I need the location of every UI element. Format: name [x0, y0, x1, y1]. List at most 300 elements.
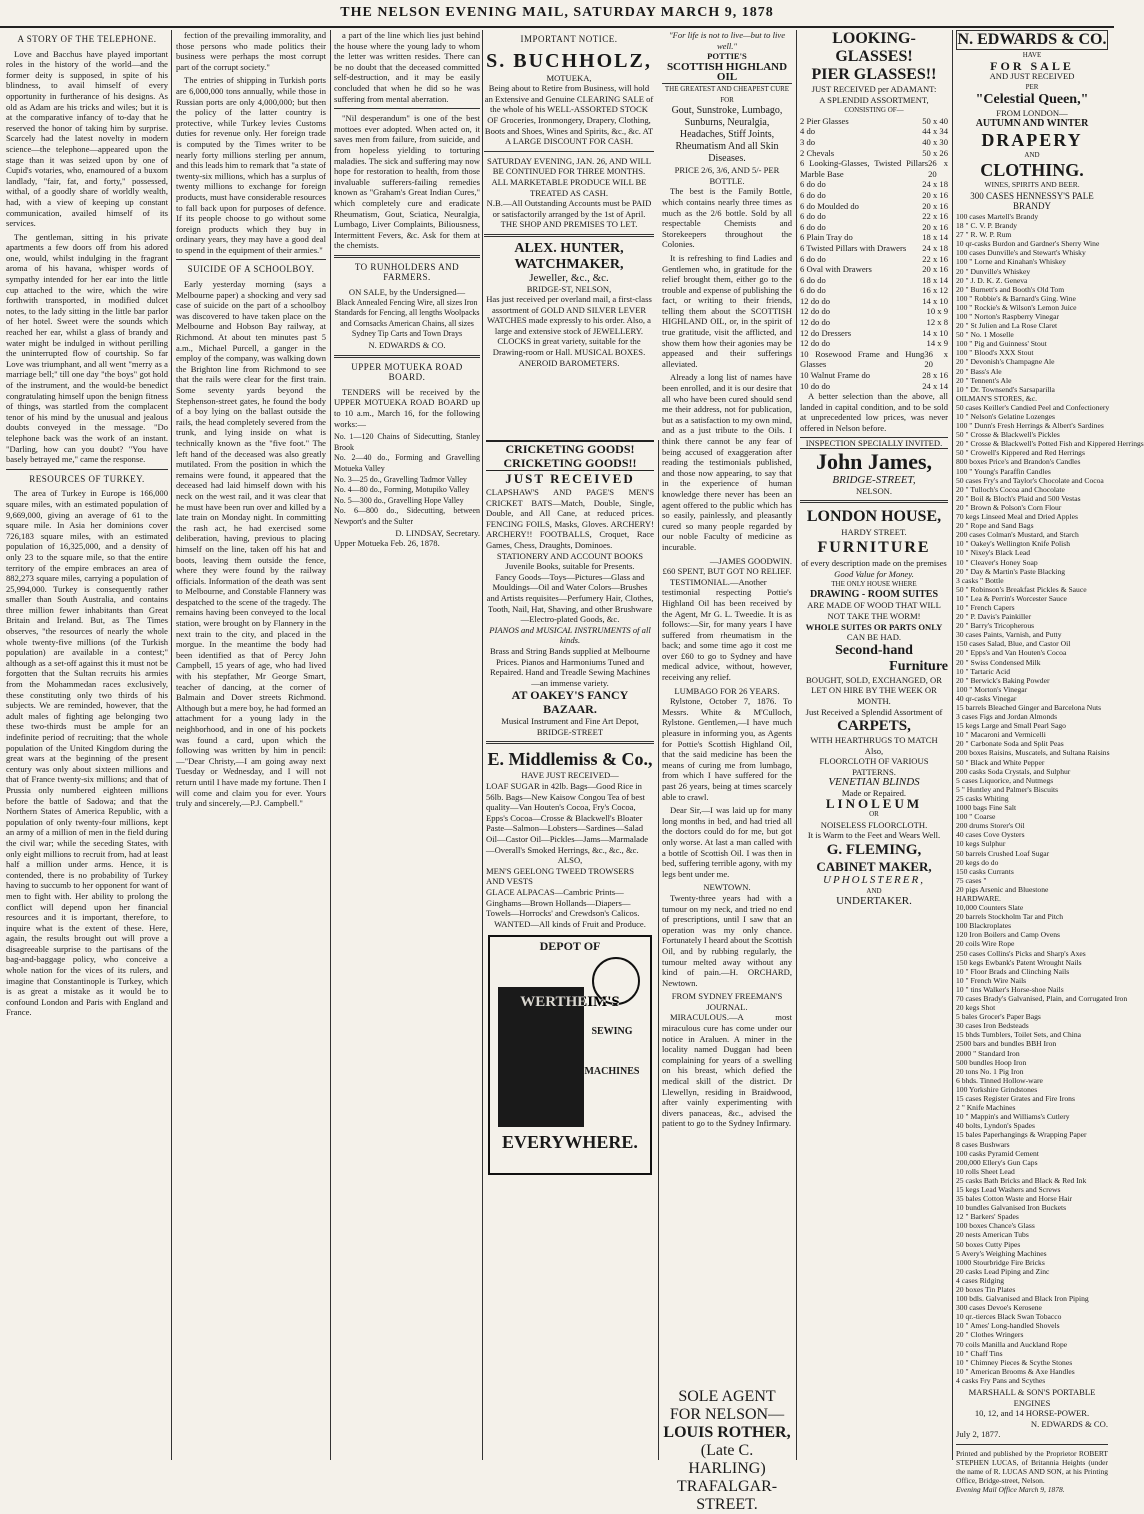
ad-note: INSPECTION SPECIALLY INVITED. [800, 437, 948, 450]
glass-row [800, 381, 948, 392]
ad-signature: D. LINDSAY, Secretary. [395, 527, 480, 538]
ad-title: CARPETS, [837, 718, 911, 735]
stock-item: 100 cases Martell's Brandy [956, 211, 1039, 221]
stock-item: 100 cases Dunville's and Stewart's Whisky [956, 248, 1086, 258]
stock-item: 20 " Berwick's Baking Powder [956, 675, 1050, 685]
ad-signature: N. EDWARDS & CO. [1030, 1418, 1108, 1429]
column-rule [952, 30, 953, 1460]
stock-item: 200 drums Storer's Oil [956, 821, 1025, 831]
ad-body: The best is the Family Bottle, which contains nearly three times as much as the 2/6 bottle. Sold by all respectable Chemists and Storekeepers throughout the Colonies. [662, 186, 792, 250]
divider [6, 469, 168, 470]
ad-subhead: LUMBAGO FOR 26 YEARS. [674, 685, 780, 696]
glass-row [800, 126, 948, 137]
stock-item: 10 kegs Sulphur [956, 839, 1006, 849]
stock-item: 20 " Crosse & Blackwell's Potted Fish and Kippered Herrings [956, 439, 1144, 449]
advertiser-name: John James, [815, 449, 933, 475]
glass-size: 18 x 14 [922, 232, 948, 243]
ad-body: Black Annealed Fencing Wire, all sizes Iron Standards for Fencing, all lengths Woolpacks and Cornsacks American Chains, all sizes Sydney Tip Carts and Town Drays [334, 297, 480, 339]
ad-body: GLACE ALPACAS—Cambric Prints—Ginghams—Brown Hollands—Diapers—Towels—Horrocks' and Crewdson's Calicos. [486, 887, 640, 919]
ad-location: BRIDGE-STREET, [832, 474, 916, 487]
ad-subhead: SEWING [591, 1026, 633, 1038]
stock-item: 200 cases Colman's Mustard, and Starch [956, 530, 1079, 540]
ad-subhead: Juvenile Books, suitable for Presents. [505, 561, 635, 572]
ad-subhead: NOISELESS FLOORCLOTH. [820, 819, 928, 830]
ad-body: CLAPSHAW'S AND PAGE'S MEN'S CRICKET BATS—Match, Double, Single, Double, and All Cane, at reduced prices. FENCING FOILS, Masks, Gloves. ARCHERY! ARCHERY!! FOOTBALLS, Croquet, Race Games, Chess, Draughts, Dominoes. [486, 487, 654, 550]
ad-note: Also, [864, 745, 884, 756]
ad-title: UPPER MOTUEKA ROAD BOARD. [351, 361, 463, 383]
glass-row [800, 296, 948, 307]
glass-row [800, 137, 948, 148]
stock-item: 20 " Day & Martin's Paste Blacking [956, 566, 1066, 576]
stock-item: 10 " Oakey's Wellington Knife Polish [956, 539, 1071, 549]
stock-item: 20 " Boil & Bloch's Plaid and 500 Vestas [956, 493, 1081, 503]
ad-note: AND [1024, 150, 1040, 159]
glass-size: 40 x 30 [922, 136, 948, 147]
glass-item: 6 do do [800, 253, 826, 264]
glass-size: 22 x 16 [922, 211, 948, 222]
ad-subhead: MARSHALL & SON'S PORTABLE ENGINES [968, 1387, 1096, 1408]
glass-row [800, 148, 948, 159]
glass-list [800, 116, 948, 391]
stock-item: 500 bundles Hoop Iron [956, 1057, 1027, 1067]
stock-item: 6 bhds. Tinned Hollow-ware [956, 1075, 1043, 1085]
stock-item: 50 " Crowell's Kippered and Red Herrings [956, 448, 1085, 458]
article-title: A STORY OF THE TELEPHONE. [17, 34, 157, 44]
glass-item: 6 do do [800, 274, 826, 285]
ad-title: CLOTHING. [980, 160, 1084, 181]
glass-row [800, 232, 948, 243]
ad-note: WANTED—All kinds of Fruit and Produce. [494, 918, 646, 929]
stock-item: 20 " Dunville's Whiskey [956, 266, 1031, 276]
glass-item: 3 do [800, 136, 816, 147]
ad-note: (Late C. HARLING) [688, 1442, 766, 1477]
ad-subhead: WITH HEARTHRUGS TO MATCH [810, 735, 938, 746]
stock-item: 100 " Lorne and Kinahan's Whiskey [956, 257, 1066, 267]
ad-subhead: Musical Instrument and Fine Art Depot, [501, 716, 639, 727]
stock-item: 20 nests American Tubs [956, 1230, 1029, 1240]
glass-item: 2 Chevals [800, 147, 835, 158]
stock-item: 15 cases Register Grates and Fire Irons [956, 1094, 1075, 1104]
glass-size: 12 x 8 [926, 317, 948, 328]
ad-body: Twenty-three years had with a tumour on my neck, and tried no end of prescriptions, until I saw that an operation was my only chance. Fortunately I heard about the Scottish Oil, and by rubbing regularly, the tumour melted away without any kind of pain.—H. ORCHARD, Newtown. [662, 892, 792, 988]
stock-item: 5 bales Grocer's Paper Bags [956, 1012, 1041, 1022]
glass-row [800, 211, 948, 222]
glass-row [800, 338, 948, 349]
ad-subhead: 10, 12, and 14 HORSE-POWER. [974, 1408, 1090, 1419]
ad-ailments: Gout, Sunstroke, Lumbago, Sunburns, Neuralgia, Headaches, Stiff Joints, Rheumatism And all Skin Diseases. [671, 105, 783, 165]
stock-item: 10 " American Brooms & Axe Handles [956, 1366, 1075, 1376]
divider [484, 151, 654, 152]
stock-item: 100 " Dunn's Fresh Herrings & Albert's Sardines [956, 421, 1104, 431]
article-paragraph: Early yesterday morning (says a Melbourne paper) a shocking and very sad case of suicide on the part of a schoolboy was discovered to have taken place on the Melbourne and Hobson Bay railway, at Richmond. At about ten minutes past 5 a.m., Michael Purcell, a ganger in the employ of the company, was walking down the Brighton line from Richmond to see that the rails were clear for the first train. Some seventy yards beyond the Stephenson-street gates, he found the body of a boy lying on the ballast outside the rails, the head completely severed from the trunk, and lying inside on what is technically known as the "five foot." The left hand of the deceased was also greatly mutilated. From the position in which the remains were found, it appeared that the deceased had laid himself down with his neck on the west rail, and it was clear that he must have been run over and killed by a late train on Monday night. In committing the rash act, he had exercised some deliberation, having, previous to placing himself on the line, taken off his hat and boots, leaving them outside the fence, where they were found by the railway officials. Information of the death was sent to Melbourne, and Constable Flannery was despatched to the scene of the tragedy. The remains having been conveyed to the local station, were brought on by Flannery in the next train to the city, and placed in the morgue. In the meantime the body had been identified as that of Percy John Campbell, 15 years of age, who had lived with his stepfather, Mr George Smart, teacher of dancing, at the corner of Balmain and Dover streets Richmond. Although but a mere boy, he had formed an attachment for a young lady in the neighborhood, and in one of his pockets was found a card, upon which the following was written by him in pencil:—"Dear Christy,—I am going away next Tuesday or Wednesday, and I will not return until I have made my fortune. Then I will come and claim you for ever. Yours truly and sincerely,—P.J. Campbell." [176, 279, 326, 809]
stock-item: 800 boxes Price's and Brandon's Candles [956, 457, 1081, 467]
stock-item: 50 " Crosse & Blackwell's Pickles [956, 430, 1060, 440]
glass-size: 10 x 9 [926, 306, 948, 317]
stock-item: 120 Iron Boilers and Camp Ovens [956, 930, 1060, 940]
agent-name: LOUIS ROTHER, [663, 1424, 791, 1441]
ad-location: BRIDGE-ST, NELSON, [526, 283, 612, 294]
glass-item: 6 do do [800, 285, 826, 296]
stock-item: 10 " tins Walker's Horse-shoe Nails [956, 984, 1064, 994]
advertiser-name: AT OAKEY'S FANCY BAZAAR. [511, 688, 629, 717]
glass-size: 50 x 26 [922, 147, 948, 158]
glass-item: 6 do do [800, 211, 826, 222]
stock-item: 5 " Huntley and Palmer's Biscuits [956, 784, 1059, 794]
ad-date: July 2, 1877. [956, 1429, 1001, 1440]
stock-item: 2500 bars and bundles BBH Iron [956, 1039, 1057, 1049]
glass-row [800, 222, 948, 233]
column-6 [800, 30, 948, 1460]
ad-title: VENETIAN BLINDS [828, 776, 920, 789]
glass-row [800, 317, 948, 328]
ad-note: HAVE [1022, 51, 1042, 59]
stock-item: 20 " Barry's Tricopherous [956, 621, 1035, 631]
stock-item: 10 " Ames' Long-handled Shovels [956, 1321, 1060, 1331]
glass-row [800, 116, 948, 127]
stock-item: 100 Blackroplates [956, 921, 1012, 931]
ad-title: Second-hand [835, 642, 913, 658]
ad-subhead: NEWTOWN. [703, 882, 751, 893]
ad-body: Brass and String Bands supplied at Melbourne Prices. Pianos and Harmoniums Tuned and Repaired. Hand and Treadle Sewing Machines—an immense variety. [490, 645, 650, 688]
stock-item: 200 casks Soda Crystals, and Sulphur [956, 766, 1071, 776]
glass-size: 26 x 20 [928, 158, 948, 179]
stock-item: 30 cases Iron Bedsteads [956, 1021, 1029, 1031]
ad-subhead: STATIONERY AND ACCOUNT BOOKS [496, 550, 644, 561]
stock-item: 100 " Rockie's & Wilson's Lemon Juice [956, 302, 1077, 312]
ad-title: Furniture [889, 658, 948, 674]
glass-size: 24 x 18 [922, 242, 948, 253]
stock-item: 25 casks Bath Bricks and Black & Red Ink [956, 1175, 1087, 1185]
stock-item: 50 " Robinson's Breakfast Pickles & Sauce [956, 584, 1087, 594]
glass-size: 50 x 40 [922, 115, 948, 126]
agent-block [662, 1388, 792, 1514]
ad-subhead: MACHINES [584, 1066, 640, 1078]
glass-size: 20 x 16 [922, 264, 948, 275]
glass-row [800, 158, 948, 179]
stock-item: 10 " Macaroni and Vermicelli [956, 730, 1046, 740]
stock-item: 2 " Knife Machines [956, 1103, 1016, 1113]
glass-row [800, 254, 948, 265]
stock-item: 10 " Nixey's Black Lead [956, 548, 1031, 558]
advertiser-name: E. Middlemiss & Co., [487, 749, 653, 770]
ad-body: MEN'S GEELONG TWEED TROWSERS AND VESTS [486, 865, 635, 887]
ad-body: TESTIMONIAL.—Another testimonial respecting Pottie's Highland Oil has been received by the Agent, Mr G. L. Tweedie. It is as follows:—Sir, for many years I have suffered from rheumatism in the back; and some time ago it cost me over £60 to go to Sydney and have medical advice, without, however, receiving any relief. [662, 576, 792, 683]
ad-title: FURNITURE [817, 538, 931, 556]
list-item: No. 5—300 do., Gravelling Hope Valley [334, 495, 464, 505]
stock-item: 50 cases Keiller's Candied Peel and Confectionery [956, 402, 1110, 412]
ad-subhead: SOLE AGENT FOR NELSON— [669, 1388, 785, 1423]
advertiser-name: WERTHEIM'S [520, 994, 620, 1011]
stock-item: 100 " Morton's Vinegar [956, 684, 1028, 694]
imprint-date: Evening Mail Office March 9, 1878. [956, 1485, 1065, 1494]
stock-item: 70 coils Manilla and Auckland Rope [956, 1339, 1068, 1349]
stock-item: 300 cases Devoe's Kerosene [956, 1303, 1042, 1313]
stock-item: 20 " Rope and Sand Bags [956, 521, 1034, 531]
ad-body: Rylstone, October 7, 1876. To Messrs. White & M'Culloch, Rylstone. Gentlemen,—I have much pleasure in informing you, as Agents for Pottie's Scottish Highland Oil, that the said medicine has been the means of curing me from lumbago, from which I have suffered for the past 26 years, being at times scarcely able to crawl. [662, 696, 792, 802]
ad-slogan: EVERYWHERE. [502, 1132, 638, 1153]
stock-item: 20 " Devonish's Champagne Ale [956, 357, 1055, 367]
stock-item: 10 qr-casks Burdon and Gardner's Sherry Wine [956, 239, 1100, 249]
glass-item: 6 Plain Tray do [800, 232, 853, 243]
stock-item: 4 cases Ridging [956, 1275, 1005, 1285]
stock-item: 12 " Barkers' Spades [956, 1212, 1019, 1222]
ad-date: SATURDAY EVENING, JAN. 26, AND WILL BE CONTINUED FOR THREE MONTHS. [487, 155, 651, 177]
column-3 [334, 30, 480, 1460]
glass-size: 22 x 16 [922, 253, 948, 264]
divider [334, 355, 480, 358]
ad-subhead: WHOLE SUITES OR PARTS ONLY [805, 621, 943, 632]
stock-item: 4 casks Fry Pans and Scythes [956, 1375, 1046, 1385]
stock-item: OILMAN'S STORES, &c. [956, 393, 1037, 403]
divider [176, 259, 326, 260]
stock-item: 10 " Cleaver's Honey Soap [956, 557, 1038, 567]
ad-title: LINOLEUM [825, 795, 923, 811]
stock-item: 250 cases Collins's Picks and Sharp's Axes [956, 948, 1086, 958]
ad-title: CRICKETING GOODS! CRICKETING GOODS!! [486, 440, 654, 471]
glass-row [800, 179, 948, 190]
stock-item: 15 bales Paperhangings & Wrapping Paper [956, 1130, 1087, 1140]
ad-subhead: FROM LONDON— [996, 108, 1068, 119]
list-item: No. 1—120 Chains of Sidecutting, Stanley Brook [334, 432, 480, 452]
article-title: SUICIDE OF A SCHOOLBOY. [187, 264, 315, 275]
divider [956, 1444, 1108, 1445]
advertiser-trade: Jeweller, &c., &c. [529, 271, 609, 284]
ad-note: THE SHOP AND PREMISES TO LET. [500, 219, 638, 230]
stock-item: 10 bundles Galvanised Iron Buckets [956, 1203, 1067, 1213]
glass-size: 20 x 16 [922, 189, 948, 200]
stock-item: 15 kegs Large and Small Pearl Sago [956, 721, 1066, 731]
column-rule [658, 440, 659, 1460]
stock-item: 20 " St Julien and La Rose Claret [956, 321, 1058, 331]
column-5 [662, 30, 792, 1460]
stock-list [956, 211, 1144, 1385]
glass-item: 12 do do [800, 306, 831, 317]
glass-item: 10 Rosewood Frame and Hung Glasses [800, 348, 925, 370]
ad-location: MOTUEKA, [546, 72, 592, 83]
ad-body: of every description made on the premises [801, 557, 947, 568]
stock-item: 20 casks Lead Piping and Zinc [956, 1266, 1050, 1276]
stock-item: 8 cases Bushwars [956, 1139, 1010, 1149]
ad-signature: N. EDWARDS & CO. [368, 340, 446, 351]
glass-row [800, 285, 948, 296]
stock-item: 30 cases Paints, Varnish, and Putty [956, 630, 1062, 640]
glass-size: 44 x 34 [922, 126, 948, 137]
ad-title: PIER GLASSES!! [811, 66, 937, 83]
ad-note: Made or Repaired. [841, 788, 907, 799]
tender-list [334, 432, 480, 527]
ad-title: TO RUNHOLDERS AND FARMERS. [354, 261, 460, 283]
glass-row [800, 243, 948, 254]
stock-item: 10 " French Wire Nails [956, 975, 1027, 985]
ad-body: Already a long list of names have been enrolled, and it is our desire that all who have been cured should send me their address, not for publication, but as a satisfaction to my own mind, and as a just tribute to the Oils. I think there cannot be any fear of being accused of exaggeration after reading the testimonials published, and those now appearing, to say that in the experience of human knowledge there never has been an agent offered to the public which has so easily, painlessly, and pleasantly cured so many people regarded by our noble Faculty of medicine as incurable. [662, 372, 792, 552]
ad-subhead: A SPLENDID ASSORTMENT, [819, 94, 929, 105]
ad-subhead: ON SALE, by the Undersigned— [348, 287, 466, 298]
glass-item: 6 do do [800, 221, 826, 232]
advertiser-trade: CABINET MAKER, [816, 859, 932, 875]
article-paragraph: The area of Turkey in Europe is 166,000 square miles, with an estimated population of 9,669,000, giving an average of 61 to the square mile. In Asia her dominions cover 726,183 square miles, with an estimated population of 16,325,000, and a density of only 23 to the square mile, so that the entire territory of the empire embraces an area of 882,273 square miles, carrying a population of 25,994,000. Turkey is consequently rather smaller than South Australia, and contains three million fewer inhabitants than Great Britain and Ireland. But, as The Times observes, "the resources of nearly the whole whole twenty-five millions (of the Turkish population) are available in a contest;" although as a set-off against this it must not be forgotten that the Sultan recruits his armies from the Mohammedan races exclusively, these constituting only two thirds of his subjects. We are reminded, however, that the adult males of fighting age belonging two these two-thirds must be ample for an indefinite period of recruiting; that the whole population of the United Kingdom during the great wars at the beginning of the present century was only about sixteen millions and that of France twenty-six millions; and that of Prussia only numbered eighteen millions before the battle of Sadowa; and that the Northern States of America Republic, with a population of only twenty-four millions, kept an army of a million of men in the field during the civil war; while the seceding States, with only eight millions to recruit from, had at least half a million under arms. Hence, it is contended, there is no probability of Turkey having to succumb to her opponent for want of men to fight with. Her ability to prolong the conflict will depend upon her financial resources and it is important, therefore, to inquire what is the extent of these. Here, again, the results brought out will prove a disagreeable surprise to the partisans of the bag-and-baggage policy, who conceive a whole nation for the vices of its rulers, and imagine that Constantinople is Turkey, which is as great a mistake as it would be to confound London and Paris with England and France. [6, 488, 168, 1018]
ad-body: BOUGHT, SOLD, EXCHANGED, OR LET ON HIRE BY THE WEEK OR MONTH. [806, 674, 942, 706]
stock-item: 75 cases " [956, 875, 987, 885]
ad-body: MIRACULOUS.—A most miraculous cure has come under our notice in Araluen. A miner in the locality named Duggan had been complaining for years of a swelling on his breast, which defied the medical skill of the district. Dr Llewellyn, residing in Braidwood, after vainly experimenting with divers panaceas, &c., advised the patient to go to the Sydney Infirmary. [662, 1012, 792, 1129]
stock-item: 35 bales Cotton Waste and Horse Hair [956, 1194, 1073, 1204]
ad-signature: —JAMES GOODWIN. [709, 555, 792, 566]
stock-item: 100 boxes Chance's Glass [956, 1221, 1035, 1231]
glass-item: 6 Twisted Pillars with Drawers [800, 242, 907, 253]
stock-item: 10 " Chimney Pieces & Scythe Stones [956, 1357, 1073, 1367]
ad-subhead: JUST RECEIVED per ADAMANT: [811, 84, 937, 94]
stock-item: 20 " Tennent's Ale [956, 375, 1012, 385]
wertheim-advert [488, 935, 652, 1175]
stock-item: 10 " Chaff Tins [956, 1348, 1003, 1358]
ship-name: "Celestial Queen," [975, 92, 1089, 108]
glass-item: 12 do do [800, 295, 831, 306]
advertiser-trade: UPHOLSTERER, [823, 874, 925, 887]
column-rule [330, 30, 331, 1460]
stock-item: 100 " Blood's XXX Stout [956, 348, 1034, 358]
stock-item: 20 coils Wire Rope [956, 939, 1015, 949]
ad-subhead: PIANOS and MUSICAL INSTRUMENTS of all kinds. [489, 624, 651, 646]
glass-row [800, 275, 948, 286]
glass-size: 16 x 12 [922, 285, 948, 296]
stock-item: 20 " Clothes Wringers [956, 1330, 1024, 1340]
list-item: No. 4—80 do., Forming, Motupiko Valley [334, 485, 470, 495]
stock-item: 20 " J. D. K. Z. Geneva [956, 275, 1028, 285]
glass-item: 4 do [800, 126, 816, 137]
ad-location: TRAFALGAR-STREET. [676, 1478, 778, 1513]
glass-item: 10 do do [800, 380, 831, 391]
glass-size: 24 x 18 [922, 179, 948, 190]
list-item: No. 3—25 do., Gravelling Tadmor Valley [334, 474, 467, 484]
column-1 [6, 30, 168, 1460]
stock-item: 50 barrels Crushed Loaf Sugar [956, 848, 1050, 858]
stock-item: 100 casks Pyramid Cement [956, 1148, 1039, 1158]
stock-item: 27 " R. W. P. Rum [956, 230, 1012, 240]
glass-item: 6 do Moulded do [800, 200, 859, 211]
ad-body: TENDERS will be received by the UPPER MOTUEKA ROAD BOARD up to 10 a.m., March 16, for the following works:— [334, 386, 480, 429]
glass-item: 6 Looking-Glasses, Twisted Pillars Marble Base [800, 158, 929, 179]
ad-subhead: 300 CASES HENNESSY'S PALE BRANDY [970, 190, 1094, 212]
ad-title: IMPORTANT NOTICE. [520, 34, 618, 44]
stock-item: 3 casks " Bottle [956, 575, 1004, 585]
stock-item: 20 " Swiss Condensed Milk [956, 657, 1041, 667]
stock-item: 100 bdls. Galvanised and Black Iron Piping [956, 1294, 1089, 1304]
stock-item: 150 casks Currants [956, 866, 1014, 876]
stock-item: 15 bhds Tumblers, Toilet Sets, and China [956, 1030, 1082, 1040]
stock-item: 50 " No. 1 Moselle [956, 330, 1014, 340]
ad-title: DEPOT OF [539, 939, 601, 954]
ad-body: Fancy Goods—Toys—Pictures—Glass and Mouldings—Oil and Water Colors—Brushes and Artists requisites—Perfumery Hair, Clothes, Tooth, Nail, Hat, Shaving, and other Brushware—Electro-plated Goods, &c. [486, 571, 654, 625]
ad-title: JUST RECEIVED [505, 471, 635, 486]
column-4-lower [486, 440, 654, 1460]
ad-subhead: HAVE JUST RECEIVED— [521, 770, 619, 781]
glass-row [800, 190, 948, 201]
stock-item: 5 Avery's Weighing Machines [956, 1248, 1047, 1258]
stock-item: 20 tons No. 1 Pig Iron [956, 1066, 1024, 1076]
ad-subhead: THE ONLY HOUSE WHERE [831, 580, 917, 589]
glass-row [800, 328, 948, 339]
article-paragraph: a part of the line which lies just behind the house where the young lady to whom the letter was written resides. There can be no doubt that the deceased committed self-destruction, and it may be easily concluded that when he did so he was suffering from mental aberration. [334, 30, 480, 104]
stock-item: 3 cases Figs and Jordan Almonds [956, 712, 1058, 722]
article-paragraph: Love and Bacchus have played important roles in the history of the world—and the former deity is supposed, in spite of his blindness, to avail himself of every opportunity in furtherance of his designs. As old as Adam are his tricks and wiles; but it is at the comparative infancy of to-day that he reserved the honor of taking him by surprise. Scarcely had the latest novelty in modern science—the telephone—appeared upon the stage than it was seized upon by one of Cupid's votaries, who, enamoured of a buxom landlady, "fair, fat, and forty," possessed, withal, of a goodly share of worldly wealth, had, with a view of keeping up constant communication, availed himself of its services. [6, 48, 168, 229]
stock-item: 40 bolts, Lyndon's Spades [956, 1121, 1035, 1131]
divider [484, 234, 654, 237]
stock-item: 50 cases Fry's and Taylor's Chocolate and Cocoa [956, 475, 1104, 485]
stock-item: 2000 " Standard Iron [956, 1048, 1020, 1058]
ad-subhead: £60 SPENT, BUT GOT NO RELIEF. [662, 566, 792, 577]
glass-row [800, 306, 948, 317]
column-2 [176, 30, 326, 1460]
article-title: RESOURCES OF TURKEY. [29, 473, 145, 484]
stock-item: 10,000 Counters Slate [956, 903, 1024, 913]
ad-location: NELSON. [855, 485, 893, 496]
divider [334, 108, 480, 109]
ad-body: LOAF SUGAR in 42lb. Bags—Good Rice in 56lb. Bags—New Kaisow Congou Tea of best quality—Van Houten's Cocoa, Fry's Cocoa, Epps's Cocoa—Crosse & Blackwell's Bloater Paste—Salmon—Lobsters—Sardines—Salad Oil—Castor Oil—Pickles—Jams—Marmalade—Overall's Smoked Herrings, &c., &c., &c. [486, 781, 649, 855]
ad-body: Dear Sir,—I was laid up for many long months in bed, and had tried all the doctors could do for me, but got only worse. At last a man called with a bottle of Scottish Oil. I was then in bed, suffering terrible agony, with my legs bent under me. [662, 805, 792, 879]
ad-title: DRAPERY [981, 129, 1083, 150]
glass-item: 2 Pier Glasses [800, 115, 849, 126]
stock-item: 1000 bags Fine Salt [956, 803, 1017, 813]
ad-body: A better selection than the above, all landed in capital condition, and to be sold at unprecedented low prices, was never offered in Nelson before. [800, 391, 948, 433]
glass-size: 18 x 14 [922, 274, 948, 285]
column-rule [796, 30, 797, 1460]
advertiser-name: N. EDWARDS & CO. [957, 31, 1107, 48]
column-rule [171, 30, 172, 1460]
divider [800, 500, 948, 503]
stock-item: 100 " Robbie's & Barnard's Ging. Wine [956, 293, 1076, 303]
ad-title: AUTUMN AND WINTER [975, 117, 1089, 129]
stock-item: 10 rolls Sheet Lead [956, 1166, 1015, 1176]
ad-note: CAN BE HAD. [846, 632, 902, 643]
product-name: SCOTTISH HIGHLAND OIL [662, 62, 792, 84]
ad-date: Upper Motueka Feb. 26, 1878. [334, 538, 440, 549]
ad-subhead: FROM SYDNEY FREEMAN'S JOURNAL. [671, 991, 783, 1012]
stock-item: 20 kegs Shot [956, 1003, 996, 1013]
ad-note: AND [866, 886, 882, 895]
stock-item: 20 " P. Davis's Painkiller [956, 612, 1032, 622]
glass-size: 14 x 9 [926, 338, 948, 349]
ad-note: ALSO, [557, 855, 583, 866]
stock-item: 20 boxes Tin Plates [956, 1285, 1016, 1294]
stock-item: 10 " Tartaric Acid [956, 666, 1011, 676]
ad-location: BRIDGE-STREET [536, 726, 604, 737]
divider [486, 741, 654, 744]
stock-item: 10 qr.-tierces Black Swan Tobacco [956, 1312, 1062, 1322]
glass-item: 12 do do [800, 338, 831, 349]
stock-item: 50 boxes Cutty Pipes [956, 1239, 1021, 1249]
ad-title: POTTIE'S [707, 51, 747, 62]
ad-subhead: Just Received a Splendid Assortment of [805, 706, 943, 717]
ad-location: HARDY STREET. [841, 527, 907, 538]
glass-row [800, 264, 948, 275]
ad-body: It is refreshing to find Ladies and Gentlemen who, in gratitude for the relief brought them, either go to the trouble and expense of publishing the fact, or writing to their friends, telling them about the SCOTTISH HIGHLAND OIL, or, in the spirit of true gratitude, visit the afflicted, and show them how their agonies may be appeased and their sufferings alleviated. [662, 252, 792, 369]
stock-item: 20 " Epps's and Van Houten's Cocoa [956, 648, 1067, 658]
stock-item: 20 barrels Stockholm Tar and Pitch [956, 912, 1064, 922]
stock-item: 200 boxes Raisins, Muscatels, and Sultana Raisins [956, 748, 1110, 758]
column-4-top [484, 30, 654, 440]
stock-item: 20 pigs Arsenic and Bluestone [956, 884, 1049, 894]
stock-item: 10 " Mappin's and Williams's Cutlery [956, 1112, 1070, 1122]
stock-item: 5 cases Liquorice, and Nutmegs [956, 775, 1054, 785]
ad-subhead: FLOORCLOTH OF VARIOUS PATTERNS. [819, 756, 929, 777]
stock-item: 100 " Young's Paraffin Candles [956, 466, 1051, 476]
column-7 [956, 30, 1144, 1494]
ad-price: PRICE 2/6, 3/6, AND 5/- PER BOTTLE. [674, 165, 780, 186]
article-paragraph: The gentleman, sitting in his private apartments a few doors off from his adored one, would, whilst indulging in the fragrant aroma of his havana, whisper words of sympathy intended for her ear into the little cup attached to the wire, which the wire forthwith transported, in modified dulcet notes, to the lady sitting in the little bar parlor of her hotel. Sweet were the sounds which reached her ear, whilst a glass of brandy and water might be indulged in without perilling the uninterrupted flow of courtship. So far Love was triumphant, and all went "merry as a marriage bell;" till one day "the boys" got hold of the instrument, and the would-be benedict congratulating himself upon the benign fitness of things, was startled from the complacent tenor of his mind by the unusual and jealous doubts conveyed in the message. "Do telephone back was the work of an instant. "Darling, how can you doubt? "You have basely betrayed me," came the response. [6, 231, 168, 465]
glass-size: 20 x 16 [922, 221, 948, 232]
advertiser-name: ALEX. HUNTER, [514, 240, 624, 256]
stock-item: 40 qr-casks Vinegar [956, 693, 1017, 703]
ad-body: ARE MADE OF WOOD THAT WILL NOT TAKE THE WORM! [807, 600, 941, 621]
